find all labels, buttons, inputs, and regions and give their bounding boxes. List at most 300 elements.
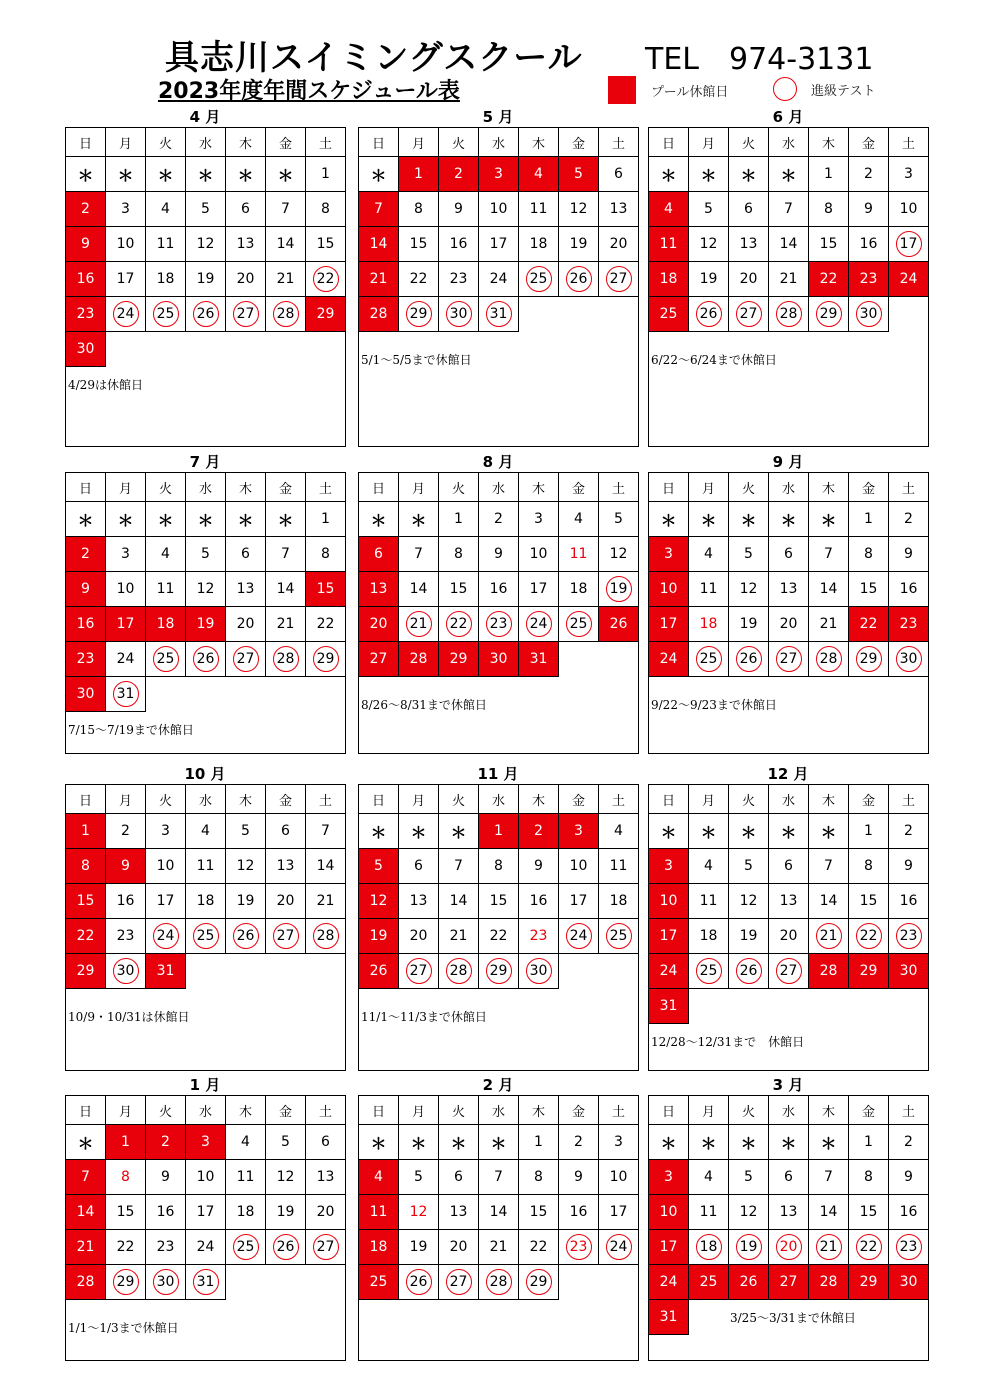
day-number: 11 [156, 581, 175, 597]
day-cell [888, 883, 929, 919]
month-title: 7 月 [189, 453, 221, 471]
day-cell [688, 536, 729, 572]
test-day-cell [808, 918, 849, 954]
day-cell [265, 1194, 306, 1230]
day-number: 17 [116, 616, 135, 632]
day-cell [225, 191, 266, 227]
day-number: 3 [494, 166, 503, 182]
day-cell [558, 536, 599, 572]
day-number: ＊ [740, 1133, 757, 1153]
weekday-header: 金 [558, 1095, 599, 1125]
day-number: 19 [409, 1239, 428, 1255]
weekday-header: 金 [265, 1095, 306, 1125]
day-number: 25 [609, 928, 628, 944]
day-cell [848, 848, 889, 884]
day-number: 27 [409, 963, 428, 979]
weekday-header: 水 [768, 127, 809, 157]
day-number: 20 [409, 928, 428, 944]
test-day-cell [518, 1264, 559, 1300]
day-number: 29 [76, 963, 95, 979]
day-number: 5 [201, 201, 210, 217]
day-cell [145, 1194, 186, 1230]
day-number: 4 [374, 1169, 383, 1185]
day-number: 19 [196, 271, 215, 287]
test-day-cell [438, 296, 479, 332]
weekday-header: 金 [558, 784, 599, 814]
day-cell [888, 501, 929, 537]
day-number: 3 [904, 166, 913, 182]
day-number: 2 [864, 166, 873, 182]
closed-day-cell [65, 1229, 106, 1265]
day-number: 7 [494, 1169, 503, 1185]
day-cell [728, 536, 769, 572]
day-number: 10 [659, 1204, 678, 1220]
day-number: 22 [316, 271, 335, 287]
day-number: ＊ [370, 165, 387, 185]
day-number: 25 [529, 271, 548, 287]
day-cell [728, 571, 769, 607]
weekday-header: 日 [358, 127, 399, 157]
day-cell [768, 191, 809, 227]
day-number: 28 [76, 1274, 95, 1290]
day-number: 27 [276, 928, 295, 944]
day-number: 18 [156, 271, 175, 287]
closed-day-cell [105, 606, 146, 642]
day-number: 29 [859, 963, 878, 979]
day-cell [518, 191, 559, 227]
month-title: 5 月 [482, 108, 514, 126]
test-day-cell [438, 1264, 479, 1300]
day-number: 2 [904, 823, 913, 839]
day-number: 10 [609, 1169, 628, 1185]
month-title: 6 月 [772, 108, 804, 126]
day-number: 8 [864, 1169, 873, 1185]
day-number: 21 [779, 271, 798, 287]
weekday-header: 月 [105, 472, 146, 502]
day-number: 29 [859, 1274, 878, 1290]
day-cell [105, 1229, 146, 1265]
day-number: 24 [196, 1239, 215, 1255]
day-number: 13 [779, 1204, 798, 1220]
day-number: 27 [316, 1239, 335, 1255]
weekday-header: 日 [358, 472, 399, 502]
day-cell [768, 1124, 809, 1160]
day-cell [265, 1124, 306, 1160]
day-cell [888, 813, 929, 849]
day-cell [145, 883, 186, 919]
day-number: 1 [864, 511, 873, 527]
day-number: 18 [156, 616, 175, 632]
test-day-cell [145, 641, 186, 677]
day-number: 14 [489, 1204, 508, 1220]
day-cell [558, 883, 599, 919]
day-number: 30 [76, 341, 95, 357]
closed-day-cell [65, 1159, 106, 1195]
day-cell [145, 848, 186, 884]
day-cell [438, 848, 479, 884]
day-number: 31 [489, 306, 508, 322]
weekday-header: 土 [305, 127, 346, 157]
day-number: 3 [614, 1134, 623, 1150]
closed-day-cell [65, 296, 106, 332]
closed-day-cell [648, 988, 689, 1024]
closed-day-cell [558, 813, 599, 849]
day-number: 18 [196, 893, 215, 909]
weekday-header: 日 [648, 472, 689, 502]
day-number: 27 [236, 306, 255, 322]
day-number: 16 [449, 236, 468, 252]
day-number: 13 [779, 581, 798, 597]
weekday-header: 金 [265, 784, 306, 814]
day-number: 6 [321, 1134, 330, 1150]
weekday-header: 水 [185, 784, 226, 814]
day-cell [728, 501, 769, 537]
weekday-header: 火 [728, 472, 769, 502]
closed-day-cell [65, 641, 106, 677]
day-cell [598, 191, 639, 227]
day-number: 29 [316, 306, 335, 322]
day-number: 5 [201, 546, 210, 562]
day-number: 11 [529, 201, 548, 217]
closed-day-cell [648, 1229, 689, 1265]
day-cell [185, 848, 226, 884]
day-number: 16 [76, 271, 95, 287]
weekday-header: 水 [768, 1095, 809, 1125]
day-cell [438, 226, 479, 262]
day-cell [598, 501, 639, 537]
day-number: ＊ [700, 165, 717, 185]
weekday-header: 水 [185, 127, 226, 157]
day-number: 13 [369, 581, 388, 597]
day-number: 12 [699, 236, 718, 252]
day-number: 6 [454, 1169, 463, 1185]
day-cell [185, 156, 226, 192]
day-number: 6 [614, 166, 623, 182]
day-number: 30 [899, 651, 918, 667]
day-number: 8 [321, 546, 330, 562]
test-day-cell [598, 571, 639, 607]
day-number: ＊ [740, 510, 757, 530]
test-day-cell [478, 606, 519, 642]
day-cell [688, 883, 729, 919]
day-cell [398, 1124, 439, 1160]
weekday-header: 日 [65, 784, 106, 814]
day-number: ＊ [157, 165, 174, 185]
weekday-header: 火 [438, 472, 479, 502]
closed-day-cell [358, 918, 399, 954]
day-cell [728, 918, 769, 954]
day-number: 21 [316, 893, 335, 909]
test-day-cell [888, 1229, 929, 1265]
day-number: 8 [824, 201, 833, 217]
day-number: 25 [196, 928, 215, 944]
day-cell [398, 191, 439, 227]
day-number: 21 [276, 616, 295, 632]
closed-day-cell [438, 156, 479, 192]
day-number: 9 [904, 1169, 913, 1185]
day-number: 13 [409, 893, 428, 909]
day-cell [518, 1194, 559, 1230]
day-number: 15 [316, 581, 335, 597]
day-cell [185, 1229, 226, 1265]
month-title: 9 月 [772, 453, 804, 471]
day-cell [225, 536, 266, 572]
closed-day-cell [808, 261, 849, 297]
day-number: 20 [779, 928, 798, 944]
day-number: 20 [779, 616, 798, 632]
closed-day-cell [648, 571, 689, 607]
day-number: 11 [156, 236, 175, 252]
closed-day-cell [768, 1264, 809, 1300]
day-number: 25 [699, 1274, 718, 1290]
day-cell [728, 191, 769, 227]
closed-day-cell [648, 296, 689, 332]
weekday-header: 金 [848, 1095, 889, 1125]
day-number: ＊ [237, 165, 254, 185]
day-number: 21 [449, 928, 468, 944]
weekday-header: 火 [145, 1095, 186, 1125]
day-number: 2 [574, 1134, 583, 1150]
day-number: 21 [819, 616, 838, 632]
weekday-header: 火 [728, 1095, 769, 1125]
day-cell [558, 1159, 599, 1195]
test-day-cell [145, 1264, 186, 1300]
closed-day-cell [358, 606, 399, 642]
weekday-header: 木 [518, 1095, 559, 1125]
month-title: 11 月 [477, 765, 519, 783]
day-cell [265, 1159, 306, 1195]
closed-day-cell [848, 261, 889, 297]
closed-day-cell [648, 1159, 689, 1195]
test-day-cell [728, 641, 769, 677]
day-number: 2 [454, 166, 463, 182]
day-number: 3 [121, 201, 130, 217]
test-day-cell [688, 296, 729, 332]
school-name: 具志川スイミングスクール [165, 38, 583, 78]
day-number: 18 [609, 893, 628, 909]
day-number: 28 [276, 651, 295, 667]
day-cell [518, 1229, 559, 1265]
day-number: 29 [529, 1274, 548, 1290]
day-number: 17 [156, 893, 175, 909]
day-number: 4 [161, 546, 170, 562]
test-day-cell [728, 1229, 769, 1265]
day-cell [518, 1124, 559, 1160]
day-number: 22 [76, 928, 95, 944]
day-cell [358, 1124, 399, 1160]
weekday-header: 月 [398, 127, 439, 157]
closed-day-cell [518, 813, 559, 849]
day-number: 23 [489, 616, 508, 632]
day-number: 16 [489, 581, 508, 597]
weekday-header: 木 [225, 472, 266, 502]
day-number: 25 [156, 651, 175, 667]
test-day-cell [265, 1229, 306, 1265]
day-cell [808, 226, 849, 262]
day-number: ＊ [700, 510, 717, 530]
day-number: 2 [161, 1134, 170, 1150]
weekday-header: 土 [888, 1095, 929, 1125]
test-day-cell [848, 641, 889, 677]
day-cell [105, 918, 146, 954]
day-number: 19 [739, 928, 758, 944]
day-number: 18 [699, 1239, 718, 1255]
day-number: 15 [819, 236, 838, 252]
day-number: 13 [236, 236, 255, 252]
closed-day-cell [358, 883, 399, 919]
day-cell [358, 813, 399, 849]
day-cell [888, 571, 929, 607]
closed-day-cell [105, 1124, 146, 1160]
day-number: 2 [81, 546, 90, 562]
weekday-header: 火 [438, 1095, 479, 1125]
day-number: 2 [534, 823, 543, 839]
day-cell [225, 501, 266, 537]
test-day-cell [888, 918, 929, 954]
day-number: 12 [739, 1204, 758, 1220]
day-number: 25 [236, 1239, 255, 1255]
day-cell [518, 501, 559, 537]
day-number: ＊ [370, 510, 387, 530]
closed-day-cell [478, 813, 519, 849]
day-cell [478, 261, 519, 297]
day-number: ＊ [77, 165, 94, 185]
month-title: 4 月 [189, 108, 221, 126]
day-number: ＊ [660, 510, 677, 530]
day-number: 5 [614, 511, 623, 527]
day-number: 31 [659, 998, 678, 1014]
day-number: 7 [784, 201, 793, 217]
closure-note: 3/25～3/31まで休館日 [730, 1311, 856, 1325]
day-cell [478, 1229, 519, 1265]
weekday-header: 日 [65, 127, 106, 157]
day-number: 27 [779, 651, 798, 667]
day-number: 17 [196, 1204, 215, 1220]
day-number: 3 [161, 823, 170, 839]
day-number: 21 [409, 616, 428, 632]
day-number: 19 [739, 616, 758, 632]
day-cell [225, 883, 266, 919]
day-number: ＊ [740, 165, 757, 185]
day-number: 11 [699, 581, 718, 597]
day-number: 15 [316, 236, 335, 252]
test-day-cell [808, 296, 849, 332]
day-number: 9 [81, 236, 90, 252]
day-cell [225, 813, 266, 849]
closed-day-cell [305, 571, 346, 607]
day-cell [648, 813, 689, 849]
day-cell [848, 571, 889, 607]
day-cell [478, 1194, 519, 1230]
day-number: 23 [899, 928, 918, 944]
test-day-cell [558, 261, 599, 297]
day-number: ＊ [117, 510, 134, 530]
day-number: 12 [236, 858, 255, 874]
closed-day-cell [65, 261, 106, 297]
day-number: 24 [116, 306, 135, 322]
day-number: 10 [529, 546, 548, 562]
day-number: 25 [699, 651, 718, 667]
test-day-cell [688, 953, 729, 989]
day-number: 4 [241, 1134, 250, 1150]
closed-day-cell [848, 1264, 889, 1300]
day-cell [265, 536, 306, 572]
day-cell [688, 156, 729, 192]
day-number: 14 [409, 581, 428, 597]
day-cell [305, 226, 346, 262]
day-number: 18 [569, 581, 588, 597]
day-number: 15 [116, 1204, 135, 1220]
day-number: 7 [824, 1169, 833, 1185]
day-cell [225, 226, 266, 262]
day-cell [185, 261, 226, 297]
day-number: 13 [316, 1169, 335, 1185]
day-number: 1 [534, 1134, 543, 1150]
day-cell [225, 1159, 266, 1195]
weekday-header: 火 [728, 127, 769, 157]
test-day-cell [185, 296, 226, 332]
test-day-cell [398, 606, 439, 642]
closed-day-cell [358, 296, 399, 332]
weekday-header: 土 [305, 784, 346, 814]
day-number: 8 [121, 1169, 130, 1185]
day-cell [145, 1159, 186, 1195]
day-number: 11 [609, 858, 628, 874]
weekday-header: 日 [648, 784, 689, 814]
closed-day-cell [358, 641, 399, 677]
day-cell [518, 536, 559, 572]
day-cell [768, 813, 809, 849]
day-number: 5 [574, 166, 583, 182]
day-number: 26 [409, 1274, 428, 1290]
day-number: 26 [236, 928, 255, 944]
day-cell [65, 501, 106, 537]
day-number: 4 [704, 858, 713, 874]
day-number: 20 [276, 893, 295, 909]
closed-day-cell [648, 1264, 689, 1300]
weekday-header: 木 [808, 784, 849, 814]
day-number: 21 [76, 1239, 95, 1255]
weekday-header: 水 [478, 1095, 519, 1125]
day-number: 31 [659, 1309, 678, 1325]
day-number: 16 [899, 1204, 918, 1220]
day-number: 24 [116, 651, 135, 667]
day-cell [768, 848, 809, 884]
test-day-cell [225, 641, 266, 677]
day-number: 30 [529, 963, 548, 979]
day-cell [648, 501, 689, 537]
day-number: 17 [659, 928, 678, 944]
day-number: 23 [859, 271, 878, 287]
weekday-header: 土 [598, 1095, 639, 1125]
day-cell [438, 501, 479, 537]
day-number: 15 [489, 893, 508, 909]
day-number: 4 [161, 201, 170, 217]
day-cell [848, 226, 889, 262]
day-number: ＊ [780, 1133, 797, 1153]
day-cell [478, 883, 519, 919]
day-number: 14 [819, 1204, 838, 1220]
day-cell [225, 1124, 266, 1160]
day-number: 22 [409, 271, 428, 287]
test-day-cell [478, 1264, 519, 1300]
weekday-header: 木 [225, 784, 266, 814]
day-cell [65, 156, 106, 192]
day-number: 17 [489, 236, 508, 252]
day-cell [888, 1124, 929, 1160]
day-number: 14 [276, 236, 295, 252]
closed-day-cell [305, 296, 346, 332]
